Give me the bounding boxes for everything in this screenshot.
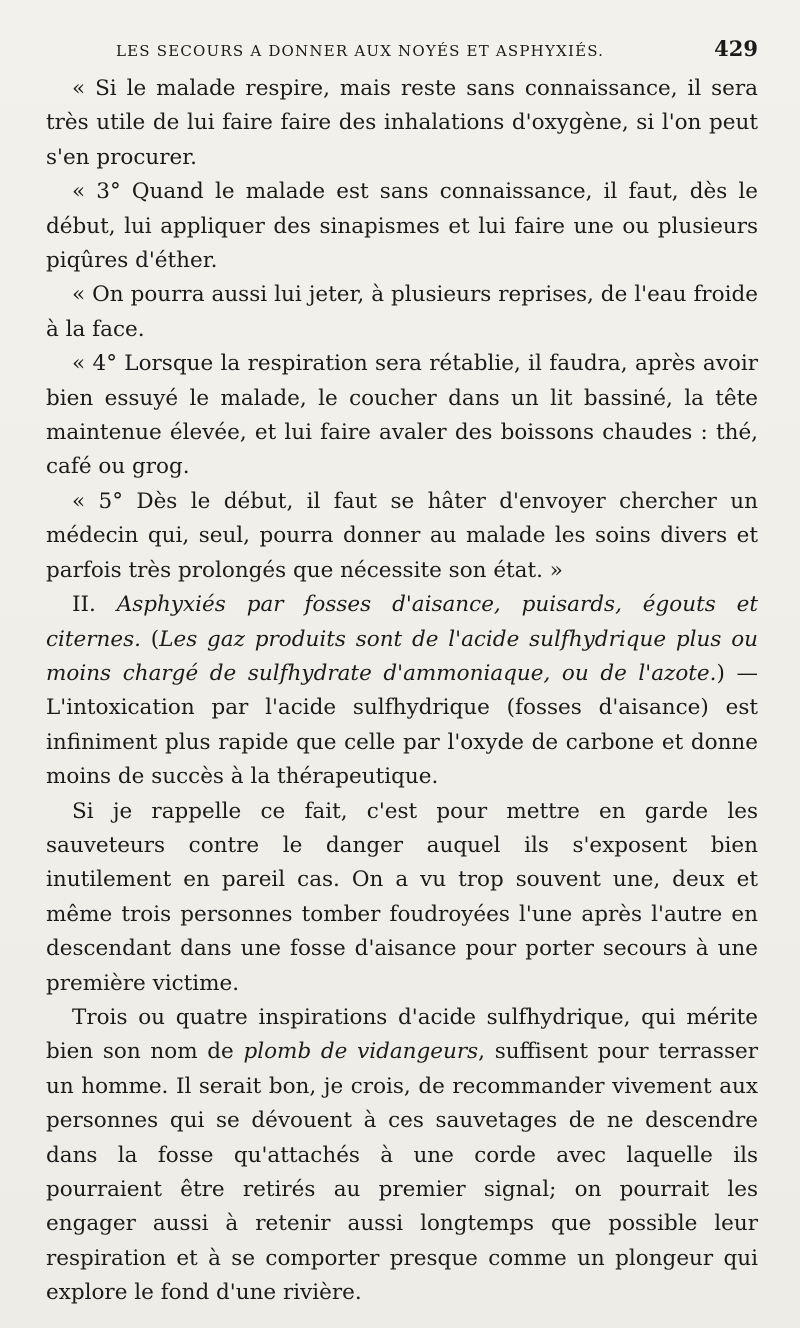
paragraph-section-2 (46, 588, 758, 794)
paragraph-point-5: « 5° Dès le début, il faut se hâter d'envoyer chercher un médecin qui, seul, pourra donner au malade les soins divers et parfois très prolongés que nécessite son état. » (46, 488, 758, 583)
paren-open: ( (141, 626, 160, 652)
paragraph-point-3: « 3° Quand le malade est sans connaissance, il faut, dès le début, lui appliquer des sinapismes et lui faire une ou plusieurs piqûres d'éther. (46, 179, 758, 274)
paragraph-point-4: « 4° Lorsque la respiration sera rétablie, il faudra, après avoir bien essuyé le malade, le coucher dans un lit bassiné, la tête maintenue élevée, et lui faire avaler des boissons chaudes : thé, café ou grog. (46, 351, 758, 480)
section-title: Asphyxiés par fosses d'aisance, puisards, égouts et citernes. (46, 592, 759, 652)
inspirations-before: Trois ou quatre inspirations d'acide sulfhydrique, qui mérite bien son nom de (46, 1004, 758, 1065)
inspirations-after: , suffisent pour terrasser un homme. Il serait bon, je crois, de recommander vivement aux personnes qui se dévouent à ces sauvetages de ne descendre dans la fosse qu'attachés à une corde avec laquelle ils pourraient être retirés au premier signal; on pourrait les engager aussi à retenir aussi longtemps que possible leur respiration et à se comporter presque comme un plongeur qui explore le fond d'une rivière. (46, 1039, 758, 1306)
section-body: ) — L'intoxication par l'acide sulfhydrique (fosses d'aisance) est infiniment plus rapide que celle par l'oxyde de carbone et donne moins de succès à la thérapeutique. (46, 660, 758, 790)
page-number: 429 (714, 36, 758, 61)
paragraph-inspirations (46, 1001, 758, 1311)
running-title: LES SECOURS A DONNER AUX NOYÉS ET ASPHYXIÉS. (116, 42, 605, 60)
running-head (46, 36, 758, 70)
paragraph-oxygen: « Si le malade respire, mais reste sans connaissance, il sera très utile de lui faire faire des inhalations d'oxygène, si l'on peut s'en procurer. (46, 76, 758, 170)
section-number: II. (72, 592, 117, 618)
paragraph-cold-water: « On pourra aussi lui jeter, à plusieurs reprises, de l'eau froide à la face. (46, 282, 758, 342)
paragraph-warning: Si je rappelle ce fait, c'est pour mettre en garde les sauveteurs contre le danger auquel ils s'exposent bien inutilement en pareil cas. On a vu trop souvent une, deux et même trois personnes tomber foudroyées l'une après l'autre en descendant dans une fosse d'aisance pour porter secours à une première victime. (46, 798, 758, 996)
page-body (46, 72, 758, 1311)
inspirations-italic: plomb de vidangeurs (243, 1039, 479, 1065)
section-gases-note: Les gaz produits sont de l'acide sulfhydrique plus ou moins chargé de sulfhydrate d'ammoniaque, ou de l'azote. (46, 626, 758, 686)
